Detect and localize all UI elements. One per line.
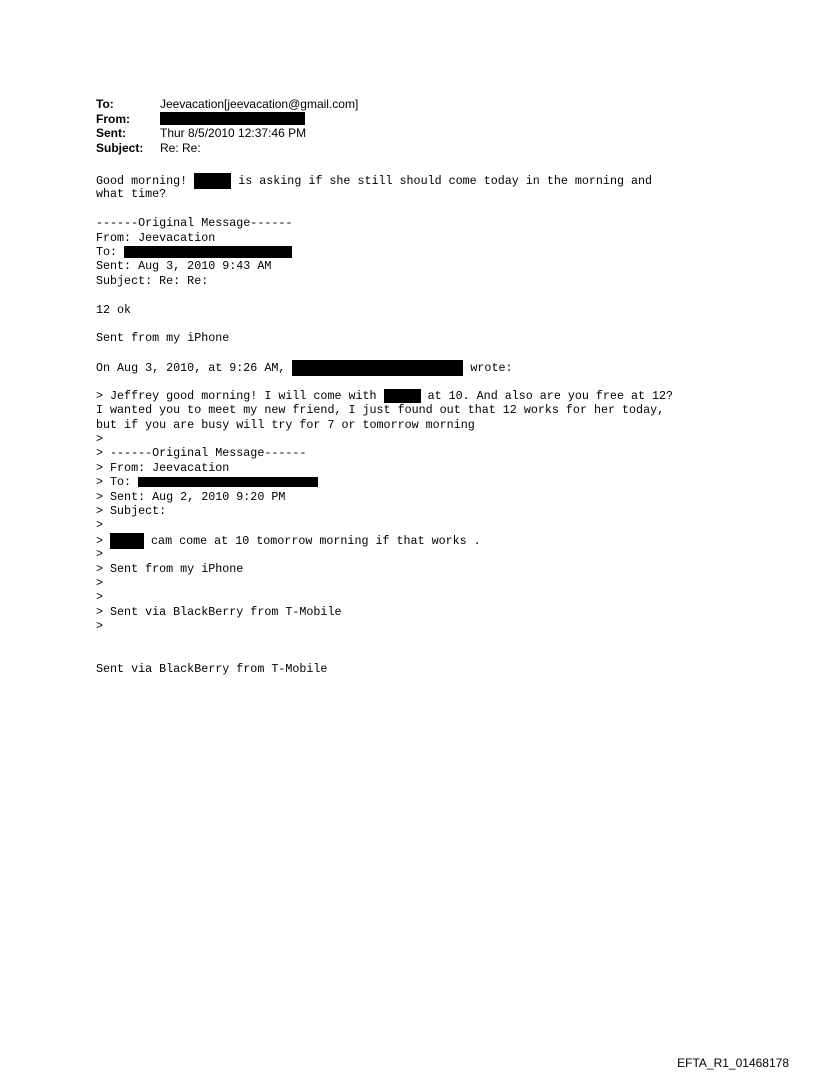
body-text: wrote: [463, 361, 513, 376]
redaction-box [124, 246, 292, 258]
body-line: > Sent via BlackBerry from T-Mobile [96, 604, 342, 619]
sent-value: Thur 8/5/2010 12:37:46 PM [160, 126, 307, 140]
body-line: ------Original Message------ [96, 216, 293, 231]
redaction-box [160, 112, 305, 125]
body-text: On Aug 3, 2010, at 9:26 AM, [96, 361, 293, 376]
redaction-box [138, 477, 318, 487]
body-line: Sent: Aug 3, 2010 9:43 AM [96, 259, 272, 274]
body-line [96, 173, 673, 187]
body-line: > [96, 432, 104, 447]
body-text: at 10. And also are you free at 12? [420, 388, 674, 403]
redaction-box [194, 173, 231, 189]
body-line: From: Jeevacation [96, 230, 216, 245]
email-header [96, 97, 358, 155]
body-line: > ------Original Message------ [96, 446, 307, 461]
body-line: > Subject: [96, 503, 167, 518]
to-label: To: [96, 97, 114, 111]
body-line: but if you are busy will try for 7 or tomorrow morning [96, 417, 475, 432]
subject-value: Re: Re: [160, 140, 201, 155]
sent-row [96, 126, 358, 141]
body-line: what time? [96, 187, 167, 202]
redaction-box [110, 533, 144, 549]
body-text: cam come at 10 tomorrow morning if that works . [144, 533, 481, 548]
body-line: I wanted you to meet my new friend, I just found out that 12 works for her today, [96, 403, 665, 418]
body-line: > Sent: Aug 2, 2010 9:20 PM [96, 489, 286, 504]
to-row [96, 97, 358, 112]
subject-label: Subject: [96, 140, 144, 155]
body-line: > [96, 619, 104, 634]
body-line: > [96, 590, 104, 605]
body-line [96, 389, 673, 403]
from-row [96, 112, 358, 127]
body-line: Subject: Re: Re: [96, 273, 209, 288]
body-line: 12 ok [96, 302, 132, 317]
body-line [96, 245, 673, 259]
body-text: Good morning! [96, 174, 195, 189]
body-text: To: [96, 244, 125, 259]
body-line [96, 475, 673, 489]
redaction-box [384, 389, 421, 403]
body-line: > [96, 518, 104, 533]
body-line: > From: Jeevacation [96, 460, 230, 475]
body-text: > To: [96, 475, 139, 490]
body-text: > Jeffrey good morning! I will come with [96, 388, 384, 403]
body-line: Sent via BlackBerry from T-Mobile [96, 662, 328, 677]
body-text: > [96, 533, 111, 548]
from-label: From: [96, 111, 130, 126]
sent-label: Sent: [96, 126, 126, 140]
body-line: > Sent from my iPhone [96, 561, 244, 576]
body-line: > [96, 575, 104, 590]
body-line: > [96, 547, 104, 562]
body-line [96, 533, 673, 547]
subject-row [96, 141, 358, 156]
document-id: EFTA_R1_01468178 [677, 1056, 789, 1070]
body-text: is asking if she still should come today in the morning and [231, 174, 653, 189]
to-value: Jeevacation[jeevacation@gmail.com] [160, 97, 359, 111]
redaction-box [292, 360, 463, 376]
email-body [96, 173, 673, 677]
body-line: Sent from my iPhone [96, 331, 230, 346]
body-line [96, 360, 673, 374]
